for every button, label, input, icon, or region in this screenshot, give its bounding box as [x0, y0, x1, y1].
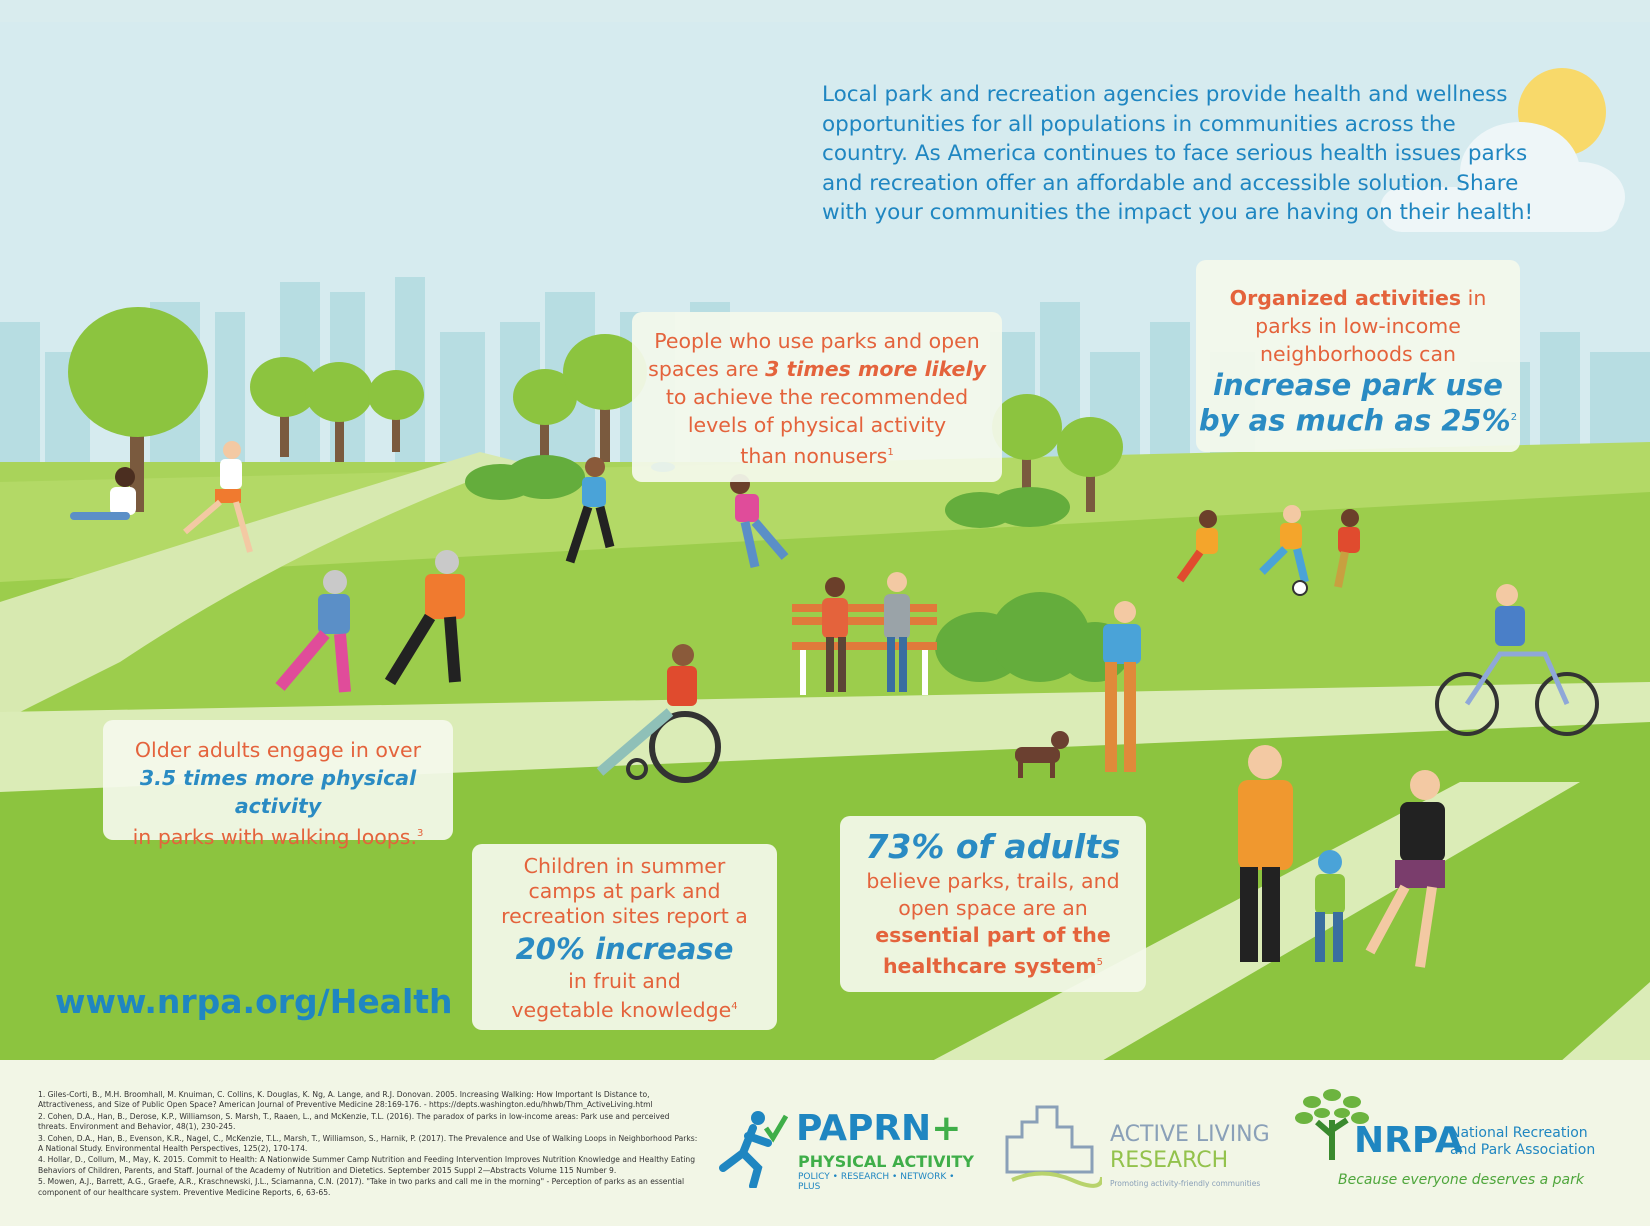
fact-card-older-adults: [103, 720, 453, 849]
fact-card-parks-use: [632, 312, 1002, 482]
fact-line: parks in low-income: [1255, 314, 1461, 338]
fact-line: Children in summer: [523, 854, 726, 878]
fact-line: neighborhoods can: [1259, 342, 1457, 366]
fact-line: levels of physical activity: [687, 413, 947, 437]
fact-line: in fruit and: [568, 969, 681, 993]
fact-card-73-percent: [840, 816, 1146, 992]
paprn-logo: [718, 1108, 978, 1192]
fact-line: believe parks, trails, and: [866, 869, 1120, 893]
paprn-plus: +: [931, 1108, 962, 1149]
fact-line: in parks with walking loops.: [132, 824, 417, 849]
fact-highlight: 73% of adults: [865, 827, 1121, 866]
footnote-ref: 1: [887, 447, 894, 458]
alr-line1: ACTIVE LIVING: [1110, 1122, 1270, 1147]
alr-line2: RESEARCH: [1110, 1148, 1229, 1173]
fact-highlight: by as much as 25%: [1198, 403, 1511, 438]
nrpa-tagline: Because everyone deserves a park: [1338, 1172, 1584, 1188]
reference-item: 1. Giles-Corti, B., M.H. Broomhall, M. Knuiman, C. Collins, K. Douglas, K. Ng, A. Lange, and R.J. Donovan. 2005. Increasing Walking: How Important Is Distance to, Attractiveness, and Size of Public Open Space? American Journal of Preventive Medicine 28:169-176. - https://depts.washington.edu/hhwb/Thm_ActiveLiving.html: [38, 1090, 653, 1110]
footnote-ref: 4: [731, 1001, 738, 1012]
reference-item: 3. Cohen, D.A., Han, B., Evenson, K.R., Nagel, C., McKenzie, T.L., Marsh, T., Williamson, S., Harnik, P. (2017). The Prevalence and Use of Walking Loops in Neighborhood Parks: A National Study. Environmental Health Perspectives, 125(2), 170-174.: [38, 1133, 698, 1154]
fact-line: than nonusers: [740, 443, 888, 468]
active-living-research-logo: [1002, 1092, 1282, 1192]
fact-bold: healthcare system: [882, 953, 1097, 978]
references-list: [38, 1090, 698, 1199]
footnote-ref: 2: [1510, 412, 1518, 423]
fact-line: Older adults engage in over: [134, 738, 422, 762]
fact-card-children: [472, 844, 777, 1030]
fact-highlight: 3 times more likely: [765, 357, 986, 381]
reference-item: 4. Hollar, D., Collum, M., May, K. 2015. Commit to Health: A Nationwide Summer Camp Nutrition and Feeding Intervention Improves Nutrition Knowledge and Healthy Eating Behaviors of Children, Parents, and Staff. Journal of the Academy of Nutrition and Dietetics. September 2015 Suppl 2—Abstracts Volume 115 Number 9.: [38, 1155, 696, 1175]
paprn-name: PAPRN: [796, 1108, 932, 1149]
website-link[interactable]: www.nrpa.org/Health: [55, 982, 453, 1021]
runner-icon: [718, 1108, 788, 1188]
nrpa-line2: and Park Association: [1450, 1142, 1596, 1158]
fact-card-organized-activities: [1196, 260, 1520, 452]
nrpa-logo: [1292, 1080, 1632, 1190]
city-building-icon: [1002, 1092, 1102, 1192]
fact-highlight: increase park use: [1213, 368, 1503, 402]
fact-bold: Organized activities: [1229, 286, 1462, 310]
fact-line: spaces are: [648, 357, 766, 381]
fact-highlight: 20% increase: [515, 932, 734, 966]
soccer-ball-icon: [1293, 581, 1307, 595]
fact-line: to achieve the recommended: [665, 385, 969, 409]
fact-line: recreation sites report a: [501, 904, 748, 928]
nrpa-line1: National Recreation: [1450, 1125, 1588, 1141]
reference-item: 5. Mowen, A.J., Barrett, A.G., Graefe, A.R., Kraschnewski, J.L., Sciamanna, C.N. (2017). "Take in two parks and call me in the morning" - Perception of parks as an essential component of our healthcare system. Preventive Medicine Reports, 6, 63-65.: [38, 1177, 685, 1197]
fact-bold: essential part of the: [875, 923, 1111, 947]
reference-item: 2. Cohen, D.A., Han, B., Derose, K.P., Williamson, S. Marsh, T., Raaen, L., and McKenzie, T.L. (2016). The paradox of parks in low-income areas: Park use and perceived threats. Environment and Behavior, 48(1), 230-245.: [38, 1111, 670, 1132]
footnote-ref: 5: [1096, 957, 1104, 968]
fact-line: camps at park and: [528, 879, 721, 903]
fact-line: vegetable knowledge: [511, 997, 732, 1022]
paprn-tagline: PHYSICAL ACTIVITY: [798, 1152, 974, 1171]
fact-line: People who use parks and open: [654, 329, 980, 353]
alr-tagline: Promoting activity-friendly communities: [1110, 1179, 1261, 1188]
fact-highlight: 3.5 times more physical activity: [139, 766, 417, 818]
nrpa-name: NRPA: [1354, 1120, 1463, 1161]
footnote-ref: 3: [417, 828, 424, 839]
fact-line: open space are an: [898, 896, 1088, 920]
intro-paragraph: Local park and recreation agencies provide health and wellness opportunities for all populations in communities across the country. As America continues to face serious health issues parks and recreation offer an affordable and accessible solution. Share with your communities the impact you are having on their health!: [822, 82, 1534, 225]
fact-line: in: [1461, 286, 1487, 310]
paprn-subtagline: POLICY • RESEARCH • NETWORK • PLUS: [798, 1172, 955, 1192]
